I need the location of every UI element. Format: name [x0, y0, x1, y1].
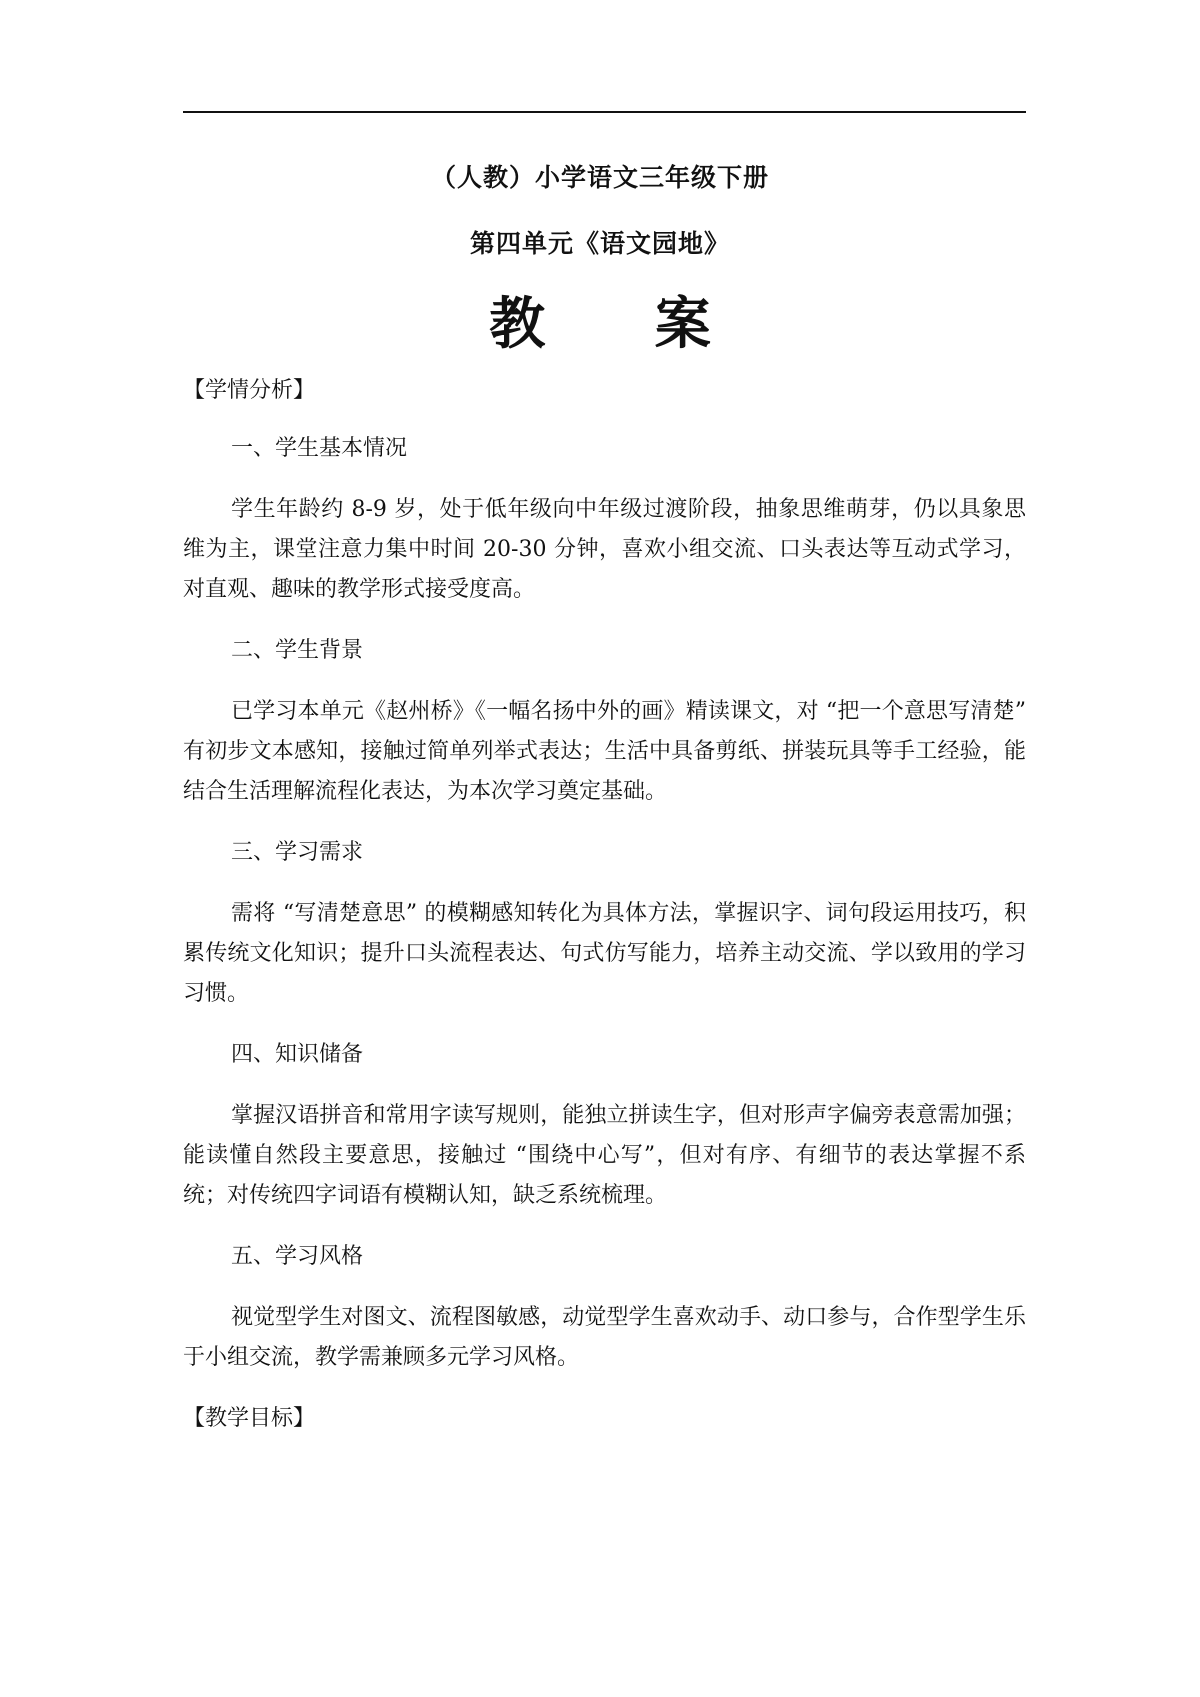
subsection-text-learning-style: 视觉型学生对图文、流程图敏感，动觉型学生喜欢动手、动口参与，合作型学生乐于小组交流，教学需兼顾多元学习风格。: [183, 1305, 1026, 1370]
document-main-title: 教 案: [489, 291, 756, 357]
subsection-text-background: 已学习本单元《赵州桥》《一幅名扬中外的画》精读课文，对 “把一个意思写清楚” 有初步文本感知，接触过简单列举式表达；生活中具备剪纸、拼装玩具等手工经验，能结合生活理解流程化表达，为本次学习奠定基础。: [183, 699, 1026, 804]
document-title-line1: （人教）小学语文三年级下册: [430, 163, 769, 192]
document-body: [183, 376, 1026, 1462]
subsection-text-knowledge: 掌握汉语拼音和常用字读写规则，能独立拼读生字，但对形声字偏旁表意需加强；能读懂自然段主要意思，接触过 “围绕中心写”，但对有序、有细节的表达掌握不系统；对传统四字词语有模糊认知，缺乏系统梳理。: [183, 1103, 1026, 1208]
section-heading-teaching-goals: 【教学目标】: [183, 1406, 316, 1431]
subsection-title-knowledge: 四、知识储备: [231, 1042, 364, 1067]
subsection-text-basic-situation: 学生年龄约 8-9 岁，处于低年级向中年级过渡阶段，抽象思维萌芽，仍以具象思维为主，课堂注意力集中时间 20-30 分钟，喜欢小组交流、口头表达等互动式学习，对直观、趣味的教学形式接受度高。: [183, 497, 1026, 602]
document-title-line2: 第四单元《语文园地》: [469, 229, 730, 258]
subsection-title-background: 二、学生背景: [231, 638, 364, 663]
section-heading-learning-analysis: 【学情分析】: [183, 378, 316, 403]
subsection-title-learning-style: 五、学习风格: [231, 1244, 364, 1269]
subsection-text-learning-needs: 需将 “写清楚意思” 的模糊感知转化为具体方法，掌握识字、词句段运用技巧，积累传统文化知识；提升口头流程表达、句式仿写能力，培养主动交流、学以致用的学习习惯。: [183, 901, 1026, 1006]
subsection-title-basic-situation: 一、学生基本情况: [231, 436, 408, 461]
subsection-title-learning-needs: 三、学习需求: [231, 840, 364, 865]
header-rule: [183, 111, 1026, 113]
